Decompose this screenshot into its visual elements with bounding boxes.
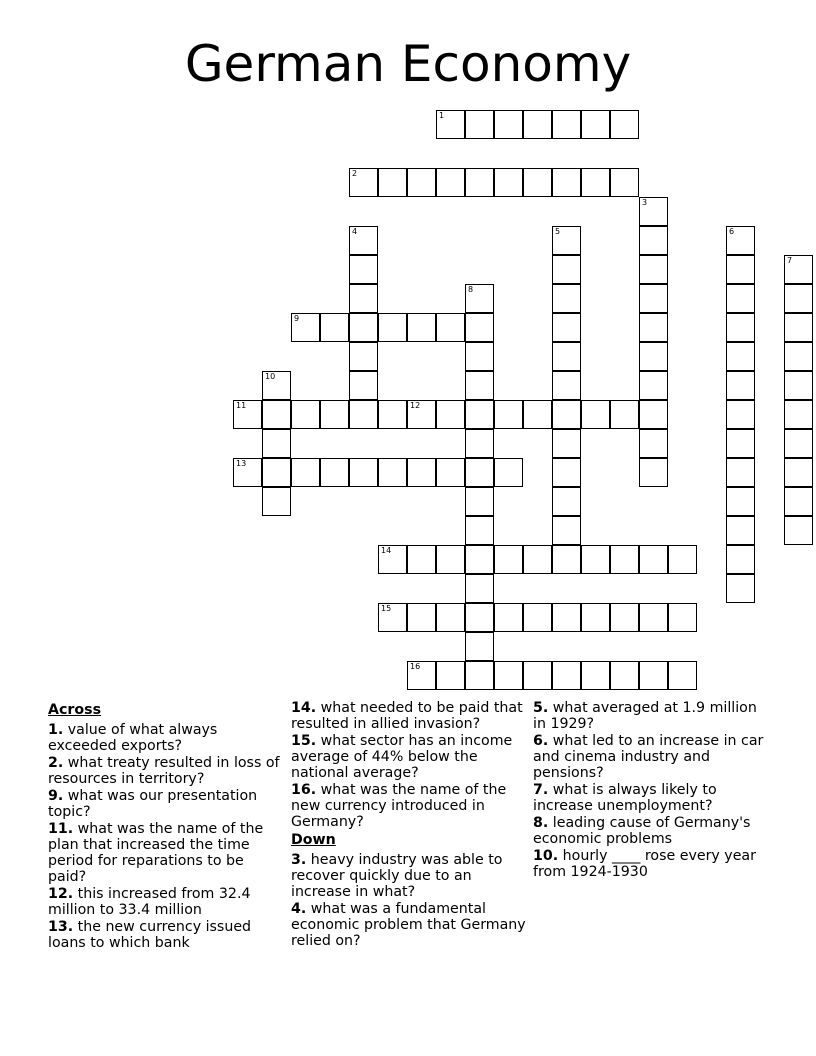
grid-cell[interactable]: [784, 458, 813, 487]
grid-cell[interactable]: [407, 458, 436, 487]
grid-cell[interactable]: [262, 400, 291, 429]
across-clue-list-part-2: [291, 700, 527, 830]
grid-cell[interactable]: [465, 603, 494, 632]
grid-cell[interactable]: [610, 545, 639, 574]
grid-cell[interactable]: [436, 545, 465, 574]
grid-cell[interactable]: [726, 545, 755, 574]
grid-cell[interactable]: [668, 545, 697, 574]
grid-cell[interactable]: [610, 603, 639, 632]
across-clue: 13. the new currency issued loans to which bank: [48, 919, 252, 951]
grid-cell[interactable]: [233, 400, 262, 429]
clue-number: 1: [439, 111, 445, 120]
grid-cell[interactable]: [726, 429, 755, 458]
grid-cell[interactable]: [726, 226, 755, 255]
clue-label-number: 7.: [533, 782, 549, 798]
down-clue-list-part-1: [291, 852, 527, 949]
grid-cell[interactable]: [581, 400, 610, 429]
grid-cell[interactable]: [639, 458, 668, 487]
across-clue: 14. what needed to be paid that resulted in allied invasion?: [291, 700, 523, 732]
grid-cell[interactable]: [726, 255, 755, 284]
grid-cell[interactable]: [610, 168, 639, 197]
down-clue: 8. leading cause of Germany's economic problems: [533, 815, 751, 847]
across-clue: 9. what was our presentation topic?: [48, 788, 258, 820]
grid-cell[interactable]: [320, 400, 349, 429]
grid-cell[interactable]: [407, 545, 436, 574]
grid-cell[interactable]: [581, 110, 610, 139]
grid-cell[interactable]: [784, 371, 813, 400]
grid-cell[interactable]: [349, 226, 378, 255]
across-clue: 2. what treaty resulted in loss of resources in territory?: [48, 755, 280, 787]
across-clue: 16. what was the name of the new currency introduced in Germany?: [291, 782, 507, 830]
grid-cell[interactable]: [726, 487, 755, 516]
across-clue: 11. what was the name of the plan that increased the time period for reparations to be paid?: [48, 821, 264, 885]
clue-label-number: 5.: [533, 700, 549, 716]
grid-cell[interactable]: [784, 400, 813, 429]
grid-cell[interactable]: [436, 168, 465, 197]
grid-cell[interactable]: [465, 516, 494, 545]
grid-cell[interactable]: [639, 400, 668, 429]
grid-cell[interactable]: [465, 110, 494, 139]
down-clue: 5. what averaged at 1.9 million in 1929?: [533, 700, 757, 732]
down-clue-list-part-2: [533, 700, 769, 880]
clue-label-number: 11.: [48, 821, 74, 837]
grid-cell[interactable]: [639, 342, 668, 371]
down-clue: 6. what led to an increase in car and cinema industry and pensions?: [533, 733, 764, 781]
grid-cell[interactable]: [465, 371, 494, 400]
clue-number: 15: [381, 604, 392, 613]
grid-cell[interactable]: [639, 603, 668, 632]
clue-label-number: 1.: [48, 722, 64, 738]
grid-cell[interactable]: [465, 284, 494, 313]
grid-cell[interactable]: [436, 458, 465, 487]
grid-cell[interactable]: [726, 371, 755, 400]
grid-cell[interactable]: [233, 458, 262, 487]
grid-cell[interactable]: [581, 545, 610, 574]
clue-label-number: 2.: [48, 755, 64, 771]
grid-cell[interactable]: [349, 371, 378, 400]
grid-cell[interactable]: [668, 603, 697, 632]
clue-label-number: 16.: [291, 782, 317, 798]
grid-cell[interactable]: [262, 429, 291, 458]
across-clue: 1. value of what always exceeded exports?: [48, 722, 218, 754]
grid-cell[interactable]: [552, 429, 581, 458]
grid-cell[interactable]: [639, 197, 668, 226]
across-heading: Across: [48, 702, 102, 718]
grid-cell[interactable]: [639, 255, 668, 284]
grid-cell[interactable]: [784, 342, 813, 371]
grid-cell[interactable]: [494, 400, 523, 429]
grid-cell[interactable]: [349, 342, 378, 371]
grid-cell[interactable]: [639, 313, 668, 342]
grid-cell[interactable]: [320, 458, 349, 487]
clue-label-number: 4.: [291, 901, 307, 917]
grid-cell[interactable]: [465, 458, 494, 487]
grid-cell[interactable]: [436, 400, 465, 429]
grid-cell[interactable]: [494, 458, 523, 487]
grid-cell[interactable]: [639, 226, 668, 255]
clue-number: 11: [236, 401, 247, 410]
down-clue: 10. hourly ____ rose every year from 1924-1930: [533, 848, 756, 880]
grid-cell[interactable]: [726, 342, 755, 371]
grid-cell[interactable]: [784, 516, 813, 545]
clue-number: 2: [352, 169, 358, 178]
grid-cell[interactable]: [291, 400, 320, 429]
clue-label-number: 13.: [48, 919, 74, 935]
across-clue: 12. this increased from 32.4 million to 33.4 million: [48, 886, 251, 918]
clue-label-number: 14.: [291, 700, 317, 716]
grid-cell[interactable]: [610, 400, 639, 429]
grid-cell[interactable]: [552, 603, 581, 632]
grid-cell[interactable]: [407, 400, 436, 429]
grid-cell[interactable]: [465, 342, 494, 371]
grid-cell[interactable]: [349, 458, 378, 487]
grid-cell[interactable]: [639, 429, 668, 458]
grid-cell[interactable]: [349, 313, 378, 342]
clue-number: 6: [729, 227, 735, 236]
grid-cell[interactable]: [726, 400, 755, 429]
grid-cell[interactable]: [668, 661, 697, 690]
grid-cell[interactable]: [552, 284, 581, 313]
grid-cell[interactable]: [494, 661, 523, 690]
grid-cell[interactable]: [581, 661, 610, 690]
clue-label-number: 15.: [291, 733, 317, 749]
grid-cell[interactable]: [320, 313, 349, 342]
grid-cell[interactable]: [465, 429, 494, 458]
clue-label-number: 10.: [533, 848, 559, 864]
grid-cell[interactable]: [523, 603, 552, 632]
grid-cell[interactable]: [407, 313, 436, 342]
clue-number: 8: [468, 285, 474, 294]
clue-number: 4: [352, 227, 358, 236]
grid-cell[interactable]: [349, 400, 378, 429]
grid-cell[interactable]: [407, 603, 436, 632]
clue-number: 9: [294, 314, 300, 323]
grid-cell[interactable]: [523, 168, 552, 197]
clue-number: 13: [236, 459, 247, 468]
grid-cell[interactable]: [407, 168, 436, 197]
grid-cell[interactable]: [494, 168, 523, 197]
grid-cell[interactable]: [639, 371, 668, 400]
clue-label-number: 6.: [533, 733, 549, 749]
grid-cell[interactable]: [262, 487, 291, 516]
grid-cell[interactable]: [494, 545, 523, 574]
grid-cell[interactable]: [349, 168, 378, 197]
grid-cell[interactable]: [726, 574, 755, 603]
grid-cell[interactable]: [407, 661, 436, 690]
grid-cell[interactable]: [552, 487, 581, 516]
clues-column-3: [533, 700, 769, 881]
grid-cell[interactable]: [494, 603, 523, 632]
grid-cell[interactable]: [465, 661, 494, 690]
grid-cell[interactable]: [291, 313, 320, 342]
grid-cell[interactable]: [784, 255, 813, 284]
grid-cell[interactable]: [378, 400, 407, 429]
clue-label-number: 3.: [291, 852, 307, 868]
grid-cell[interactable]: [552, 226, 581, 255]
grid-cell[interactable]: [726, 313, 755, 342]
grid-cell[interactable]: [552, 313, 581, 342]
grid-cell[interactable]: [552, 661, 581, 690]
grid-cell[interactable]: [784, 313, 813, 342]
grid-cell[interactable]: [465, 632, 494, 661]
grid-cell[interactable]: [436, 110, 465, 139]
grid-cell[interactable]: [436, 603, 465, 632]
grid-cell[interactable]: [726, 284, 755, 313]
grid-cell[interactable]: [523, 661, 552, 690]
grid-cell[interactable]: [552, 516, 581, 545]
grid-cell[interactable]: [552, 371, 581, 400]
grid-cell[interactable]: [465, 545, 494, 574]
clue-number: 12: [410, 401, 421, 410]
grid-cell[interactable]: [523, 400, 552, 429]
grid-cell[interactable]: [726, 516, 755, 545]
grid-cell[interactable]: [465, 168, 494, 197]
grid-cell[interactable]: [436, 313, 465, 342]
grid-cell[interactable]: [784, 487, 813, 516]
grid-cell[interactable]: [552, 168, 581, 197]
grid-cell[interactable]: [581, 168, 610, 197]
grid-cell[interactable]: [378, 458, 407, 487]
down-clue: 4. what was a fundamental economic problem that Germany relied on?: [291, 901, 526, 949]
down-heading: Down: [291, 832, 336, 848]
page-title: German Economy: [184, 35, 632, 93]
clue-label-number: 9.: [48, 788, 64, 804]
grid-cell[interactable]: [378, 545, 407, 574]
clue-number: 16: [410, 662, 421, 671]
clue-number: 14: [381, 546, 392, 555]
grid-cell[interactable]: [465, 313, 494, 342]
grid-cell[interactable]: [349, 255, 378, 284]
grid-cell[interactable]: [784, 284, 813, 313]
grid-cell[interactable]: [610, 110, 639, 139]
grid-cell[interactable]: [552, 255, 581, 284]
grid-cell[interactable]: [639, 284, 668, 313]
across-clue-list-part-1: [48, 722, 280, 951]
grid-cell[interactable]: [552, 458, 581, 487]
clue-number: 7: [787, 256, 793, 265]
clues-column-1: [48, 700, 280, 952]
clue-number: 5: [555, 227, 561, 236]
grid-cell[interactable]: [262, 458, 291, 487]
grid-cell[interactable]: [552, 342, 581, 371]
grid-cell[interactable]: [494, 110, 523, 139]
down-clue: 3. heavy industry was able to recover quickly due to an increase in what?: [291, 852, 503, 900]
grid-cell[interactable]: [349, 284, 378, 313]
grid-cell[interactable]: [436, 661, 465, 690]
grid-cell[interactable]: [784, 429, 813, 458]
grid-cell[interactable]: [523, 545, 552, 574]
clue-label-number: 8.: [533, 815, 549, 831]
grid-cell[interactable]: [610, 661, 639, 690]
grid-cell[interactable]: [552, 545, 581, 574]
clues-column-2: [291, 700, 527, 950]
grid-cell[interactable]: [262, 371, 291, 400]
grid-cell[interactable]: [726, 458, 755, 487]
grid-cell[interactable]: [465, 400, 494, 429]
grid-cell[interactable]: [378, 603, 407, 632]
grid-cell[interactable]: [465, 487, 494, 516]
grid-cell[interactable]: [639, 661, 668, 690]
across-clue: 15. what sector has an income average of 44% below the national average?: [291, 733, 513, 781]
grid-cell[interactable]: [378, 168, 407, 197]
clue-label-number: 12.: [48, 886, 74, 902]
grid-cell[interactable]: [552, 110, 581, 139]
grid-cell[interactable]: [581, 603, 610, 632]
grid-cell[interactable]: [552, 400, 581, 429]
down-clue: 7. what is always likely to increase unemployment?: [533, 782, 717, 814]
grid-cell[interactable]: [378, 313, 407, 342]
grid-cell[interactable]: [523, 110, 552, 139]
grid-cell[interactable]: [465, 574, 494, 603]
grid-cell[interactable]: [639, 545, 668, 574]
clue-number: 3: [642, 198, 648, 207]
grid-cell[interactable]: [291, 458, 320, 487]
clue-number: 10: [265, 372, 276, 381]
